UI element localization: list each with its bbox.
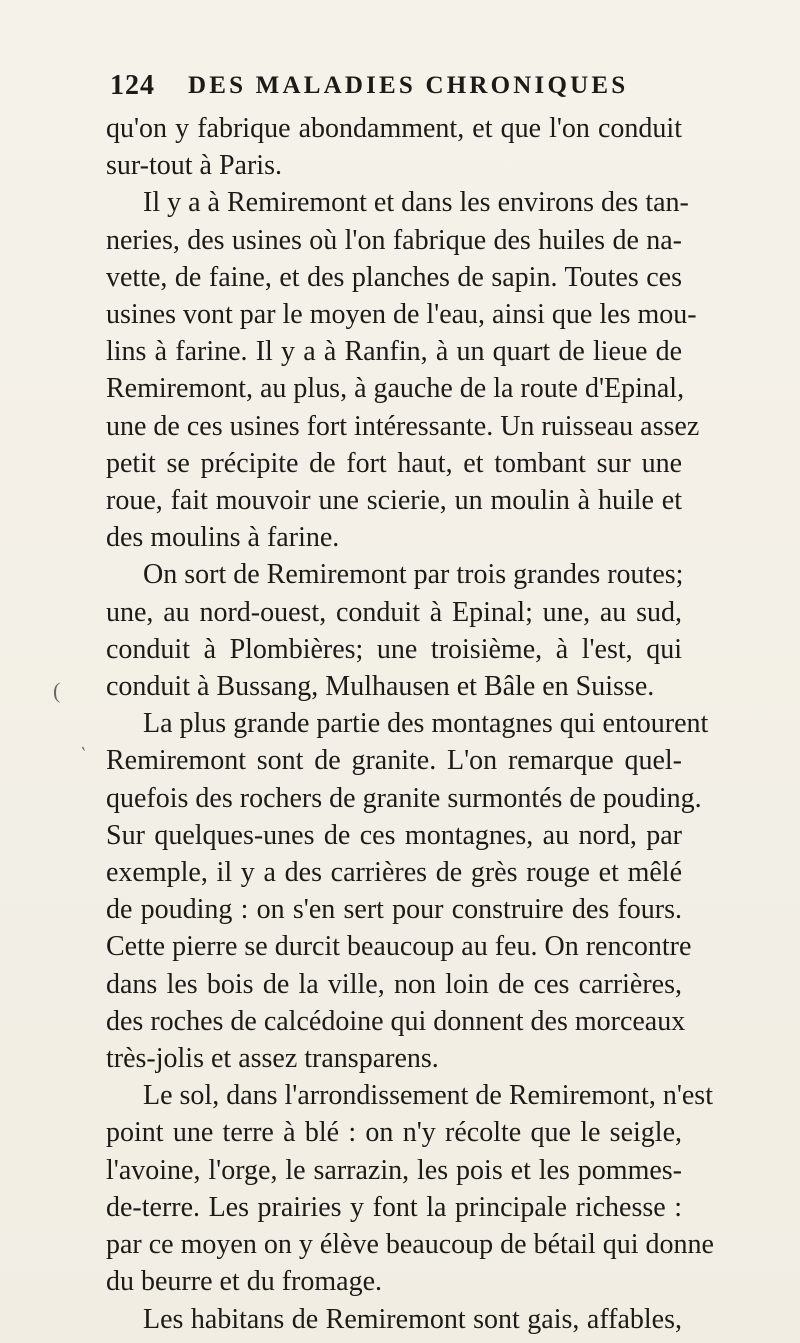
- text-line: usines vont par le moyen de l'eau, ainsi que les mou-: [106, 299, 697, 331]
- text-line: de pouding : on s'en sert pour construire des fours.: [106, 894, 682, 926]
- text-line: une de ces usines fort intéressante. Un ruisseau assez: [106, 410, 700, 442]
- margin-mark: (: [53, 678, 61, 703]
- text-line: Remiremont sont de granite. L'on remarque quel-: [106, 745, 682, 777]
- text-line: Le sol, dans l'arrondissement de Remiremont, n'est: [143, 1080, 713, 1112]
- text-line: l'avoine, l'orge, le sarrazin, les pois et les pommes-: [106, 1154, 682, 1186]
- text-line: conduit à Plombières; une troisième, à l'est, qui: [106, 633, 682, 665]
- text-line: Il y a à Remiremont et dans les environs des tan-: [143, 187, 689, 219]
- text-line: Remiremont, au plus, à gauche de la route d'Epinal,: [106, 373, 685, 405]
- text-line: du beurre et du fromage.: [106, 1266, 382, 1298]
- text-line: conduit à Bussang, Mulhausen et Bâle en Suisse.: [106, 671, 655, 703]
- text-line: très-jolis et assez transparens.: [106, 1043, 439, 1075]
- text-line: Sur quelques-unes de ces montagnes, au nord, par: [106, 819, 682, 851]
- text-line: Les habitans de Remiremont sont gais, affables,: [143, 1303, 682, 1335]
- page-number: 124: [110, 70, 155, 101]
- text-line: de-terre. Les prairies y font la principale richesse :: [106, 1191, 682, 1223]
- page-header: [110, 70, 680, 110]
- text-line: point une terre à blé : on n'y récolte que le seigle,: [106, 1117, 682, 1149]
- text-line: vette, de faine, et des planches de sapin. Toutes ces: [106, 261, 682, 293]
- text-line: quefois des rochers de granite surmontés de pouding.: [106, 782, 702, 814]
- text-line: qu'on y fabrique abondamment, et que l'on conduit: [106, 113, 682, 144]
- text-line: lins à farine. Il y a à Ranfin, à un quart de lieue de: [106, 336, 682, 368]
- text-line: neries, des usines où l'on fabrique des huiles de na-: [106, 224, 682, 256]
- text-line: des moulins à farine.: [106, 522, 340, 554]
- text-line: exemple, il y a des carrières de grès rouge et mêlé: [106, 857, 682, 889]
- text-line: par ce moyen on y élève beaucoup de bétail qui donne: [106, 1229, 714, 1261]
- text-line: dans les bois de la ville, non loin de ces carrières,: [106, 968, 682, 1000]
- text-line: On sort de Remiremont par trois grandes routes;: [143, 559, 684, 591]
- margin-tick-mark: ': [78, 742, 92, 762]
- running-head: DES MALADIES CHRONIQUES: [188, 72, 629, 99]
- body-text: [106, 110, 714, 1338]
- text-line: une, au nord-ouest, conduit à Epinal; une, au sud,: [106, 596, 682, 628]
- text-line: sur-tout à Paris.: [106, 150, 282, 182]
- text-line: des roches de calcédoine qui donnent des morceaux: [106, 1005, 686, 1037]
- text-line: La plus grande partie des montagnes qui entourent: [143, 708, 709, 740]
- text-line: petit se précipite de fort haut, et tombant sur une: [106, 447, 682, 479]
- text-line: roue, fait mouvoir une scierie, un moulin à huile et: [106, 485, 682, 517]
- text-line: Cette pierre se durcit beaucoup au feu. On rencontre: [106, 931, 692, 963]
